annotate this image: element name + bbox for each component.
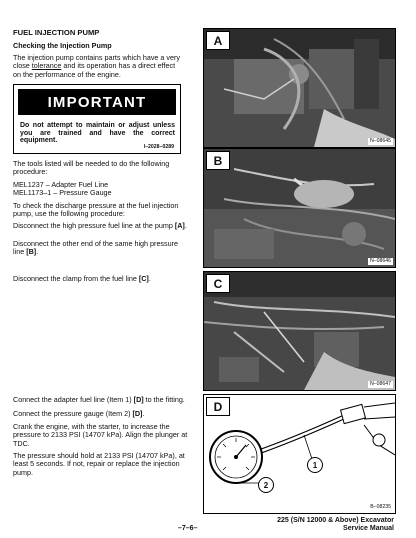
tools-intro: The tools listed will be needed to do the following procedure: xyxy=(13,159,170,177)
important-notice xyxy=(13,84,181,154)
tolerance-link[interactable]: tolerance xyxy=(31,61,62,71)
figure-label: A xyxy=(206,31,230,50)
tool-item: MEL1237 – Adapter Fuel Line xyxy=(13,180,109,189)
footer-title-line: 225 (S/N 12000 & Above) Excavator xyxy=(277,517,394,524)
callout-2: 2 xyxy=(258,477,274,493)
tool-item: MEL1173–1 – Pressure Gauge xyxy=(13,188,112,197)
figure-code: N–08646 xyxy=(369,258,391,264)
footer-title xyxy=(214,517,394,533)
figure-d xyxy=(203,394,396,514)
check-intro: To check the discharge pressure at the fuel injection pump, use the following procedure: xyxy=(13,201,179,219)
intro-paragraph xyxy=(13,54,185,79)
important-banner: IMPORTANT xyxy=(18,89,176,115)
engine-photo-a xyxy=(204,29,395,147)
figure-code: N–08645 xyxy=(369,138,391,144)
step-paragraph: Disconnect the high pressure fuel line at the pump [A]. xyxy=(13,221,187,230)
figure-label: C xyxy=(206,274,230,293)
callout-1: 1 xyxy=(307,457,323,473)
figure-a xyxy=(203,28,396,148)
page-number: –7–6– xyxy=(178,525,198,532)
step-paragraph: Disconnect the other end of the same high pressure line [B]. xyxy=(13,239,179,257)
footer-title-line: Service Manual xyxy=(343,525,394,532)
step-paragraph: Disconnect the clamp from the fuel line [C]. xyxy=(13,274,151,283)
figure-c xyxy=(203,271,396,391)
figure-code: B–08235 xyxy=(370,504,391,510)
step-paragraph: Crank the engine, with the starter, to increase the pressure to 2133 PSI (14707 kPa). Align the plunger at TDC. xyxy=(13,422,188,448)
subsection-title: Checking the Injection Pump xyxy=(13,41,112,50)
section-title: FUEL INJECTION PUMP xyxy=(13,28,100,37)
step-paragraph: The pressure should hold at 2133 PSI (14707 kPa), at least 5 seconds. If not, repair or replace the injection pump. xyxy=(13,451,185,477)
intro-text-post: and its operation has a direct effect on the performance of the engine. xyxy=(13,61,176,79)
figure-label: B xyxy=(206,151,230,170)
important-text: Do not attempt to maintain or adjust unless you are trained and have the correct equipment. xyxy=(20,122,175,145)
engine-photo-b xyxy=(204,149,395,267)
step-paragraph: Connect the pressure gauge (Item 2) [D]. xyxy=(13,409,145,418)
important-code: I–2028–0289 xyxy=(143,144,174,150)
engine-photo-c xyxy=(204,272,395,390)
figure-label: D xyxy=(206,397,230,416)
gauge-drawing xyxy=(204,395,395,513)
figure-b xyxy=(203,148,396,268)
figure-code: N–08647 xyxy=(369,381,391,387)
step-paragraph: Connect the adapter fuel line (Item 1) [D] to the fitting. xyxy=(13,395,185,404)
intro-text-pre: The injection pump contains parts which have a very close xyxy=(13,53,180,71)
